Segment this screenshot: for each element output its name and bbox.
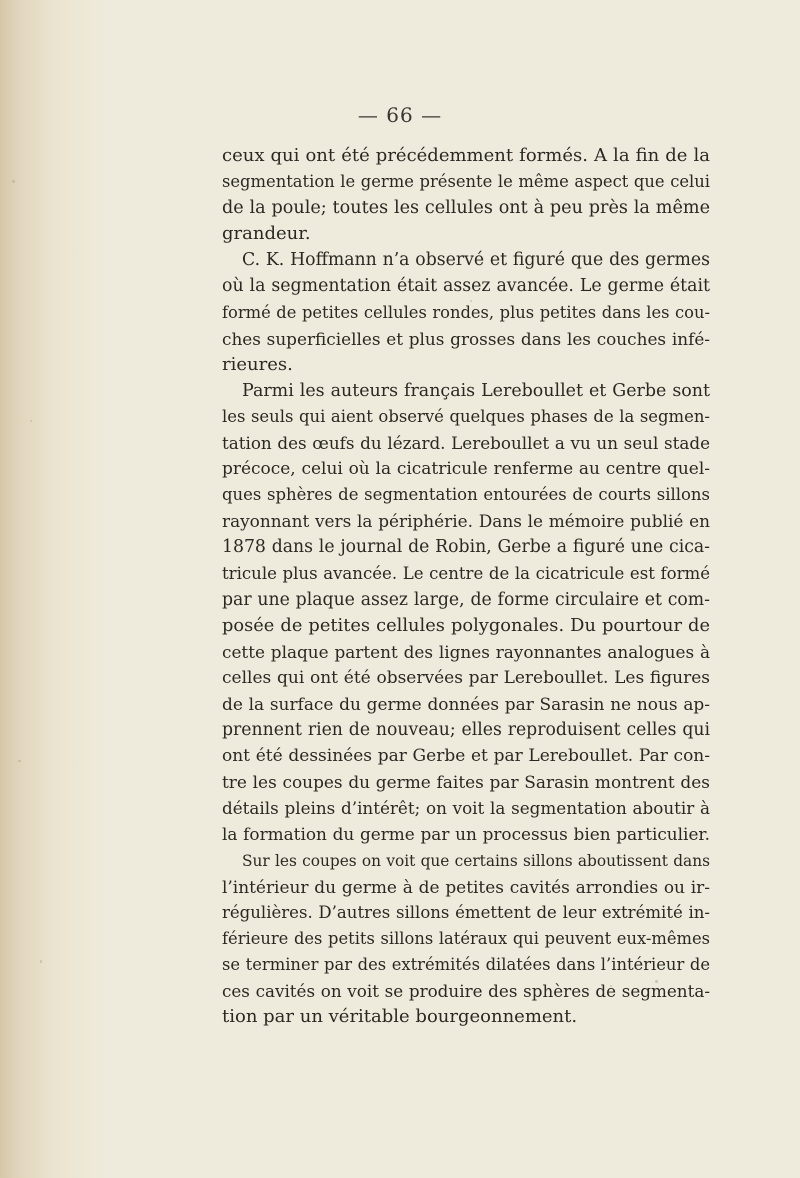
text-line: 1878 dans le journal de Robin, Gerbe a figuré une cica- [222,537,710,558]
text-line: celles qui ont été observées par Lereboullet. Les figures [222,667,710,688]
page-number: — 66 — [357,103,443,127]
text-line: ques sphères de segmentation entourées de courts sillons [222,485,710,505]
text-line: cette plaque partent des lignes rayonnantes analogues à [222,641,710,662]
text-line: précoce, celui où la cicatricule renferme au centre quel- [222,459,710,480]
text-line: rieures. [222,353,293,375]
text-line: formé de petites cellules rondes, plus petites dans les cou- [222,302,710,322]
text-line: de la poule; toutes les cellules ont à peu près la même [222,198,710,219]
body-text [222,143,710,1030]
text-line: tion par un véritable bourgeonnement. [222,1006,578,1028]
text-line: férieure des petits sillons latéraux qui peuvent eux-mêmes [222,928,710,948]
text-line: tation des œufs du lézard. Lereboullet a vu un seul stade [222,433,710,454]
text-line: ces cavités on voit se produire des sphères de segmenta- [222,981,710,1001]
text-line: les seuls qui aient observé quelques phases de la segmen- [222,406,710,426]
text-line: rayonnant vers la périphérie. Dans le mémoire publié en [222,511,710,532]
text-line: Parmi les auteurs français Lereboullet et Gerbe sont [242,380,710,401]
text-line: la formation du germe par un processus bien particulier. [222,824,710,845]
text-line: ont été dessinées par Gerbe et par Lereboullet. Par con- [222,746,710,767]
text-line: l’intérieur du germe à de petites cavités arrondies ou ir- [222,876,710,897]
text-line: grandeur. [222,223,311,245]
text-line: de la surface du germe données par Sarasin ne nous ap- [222,693,710,714]
text-line: tricule plus avancée. Le centre de la cicatricule est formé [222,563,710,583]
text-line: Sur les coupes on voit que certains sillons aboutissent dans [242,851,710,870]
text-line: tre les coupes du germe faites par Sarasin montrent des [222,772,710,793]
text-line: où la segmentation était assez avancée. Le germe était [222,276,710,297]
text-line: détails pleins d’intérêt; on voit la segmentation aboutir à [222,798,710,819]
text-line: C. K. Hoffmann n’a observé et figuré que des germes [242,250,710,271]
text-line: posée de petites cellules polygonales. Du pourtour de [222,614,710,636]
text-line: ceux qui ont été précédemment formés. A la fin de la [222,145,710,166]
text-line: prennent rien de nouveau; elles reproduisent celles qui [222,720,710,741]
text-line: régulières. D’autres sillons émettent de leur extrémité in- [222,902,710,922]
text-line: par une plaque assez large, de forme circulaire et com- [222,589,710,610]
text-line: ches superficielles et plus grosses dans les couches infé- [222,328,710,349]
text-line: se terminer par des extrémités dilatées dans l’intérieur de [222,954,710,974]
text-line: segmentation le germe présente le même aspect que celui [222,172,710,192]
